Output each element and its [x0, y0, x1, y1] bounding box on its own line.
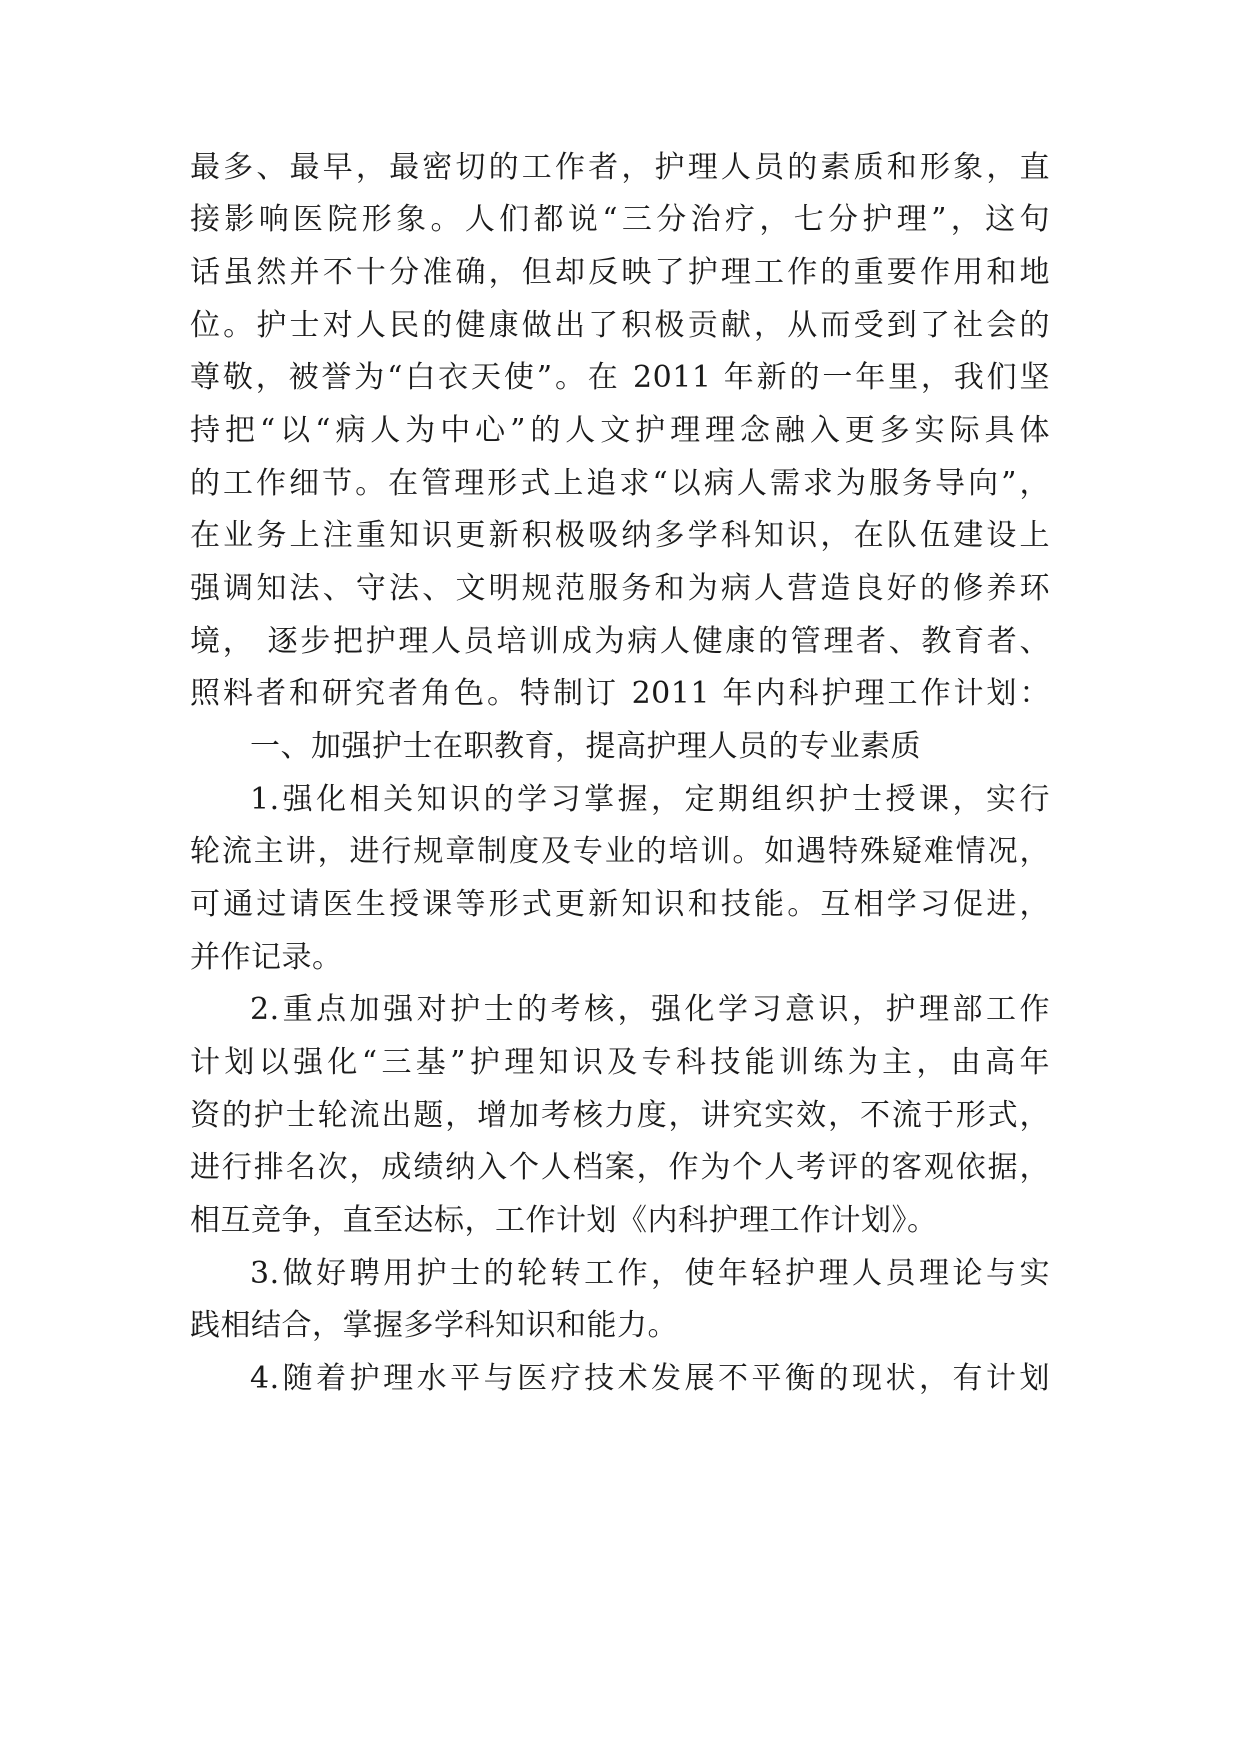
- text-line: 在业务上注重知识更新积极吸纳多学科知识，在队伍建设上: [190, 518, 1050, 553]
- text-line: 践相结合，掌握多学科知识和能力。: [190, 1308, 678, 1343]
- text-line: 境， 逐步把护理人员培训成为病人健康的管理者、教育者、: [190, 624, 1050, 659]
- text-line: 4.随着护理水平与医疗技术发展不平衡的现状，有计划: [250, 1361, 1050, 1396]
- text-line: 计划以强化“三基”护理知识及专科技能训练为主，由高年: [190, 1045, 1050, 1080]
- text-line: 最多、最早，最密切的工作者，护理人员的素质和形象，直: [190, 150, 1050, 185]
- text-line: 3.做好聘用护士的轮转工作，使年轻护理人员理论与实: [250, 1256, 1050, 1291]
- text-line: 资的护士轮流出题，增加考核力度，讲究实效，不流于形式，: [190, 1098, 1050, 1133]
- text-line: 可通过请医生授课等形式更新知识和技能。互相学习促进，: [190, 887, 1050, 922]
- section-heading: 一、加强护士在职教育，提高护理人员的专业素质: [250, 729, 921, 764]
- text-line: 轮流主讲，进行规章制度及专业的培训。如遇特殊疑难情况，: [190, 834, 1050, 869]
- text-line: 2.重点加强对护士的考核，强化学习意识，护理部工作: [250, 992, 1050, 1027]
- text-line: 照料者和研究者角色。特制订 2011 年内科护理工作计划：: [190, 676, 1050, 711]
- text-line: 进行排名次，成绩纳入个人档案，作为个人考评的客观依据，: [190, 1150, 1050, 1185]
- text-line: 1.强化相关知识的学习掌握，定期组织护士授课，实行: [250, 782, 1050, 817]
- text-line: 话虽然并不十分准确，但却反映了护理工作的重要作用和地: [190, 255, 1050, 290]
- text-line: 持把“以“病人为中心”的人文护理理念融入更多实际具体: [190, 413, 1050, 448]
- text-line: 相互竞争，直至达标，工作计划《内科护理工作计划》。: [190, 1203, 938, 1238]
- text-line: 并作记录。: [190, 940, 343, 975]
- text-line: 强调知法、守法、文明规范服务和为病人营造良好的修养环: [190, 571, 1050, 606]
- text-line: 位。护士对人民的健康做出了积极贡献，从而受到了社会的: [190, 308, 1050, 343]
- text-line: 的工作细节。在管理形式上追求“以病人需求为服务导向”，: [190, 466, 1050, 501]
- text-line: 接影响医院形象。人们都说“三分治疗，七分护理”，这句: [190, 202, 1050, 237]
- text-line: 尊敬，被誉为“白衣天使”。在 2011 年新的一年里，我们坚: [190, 360, 1050, 395]
